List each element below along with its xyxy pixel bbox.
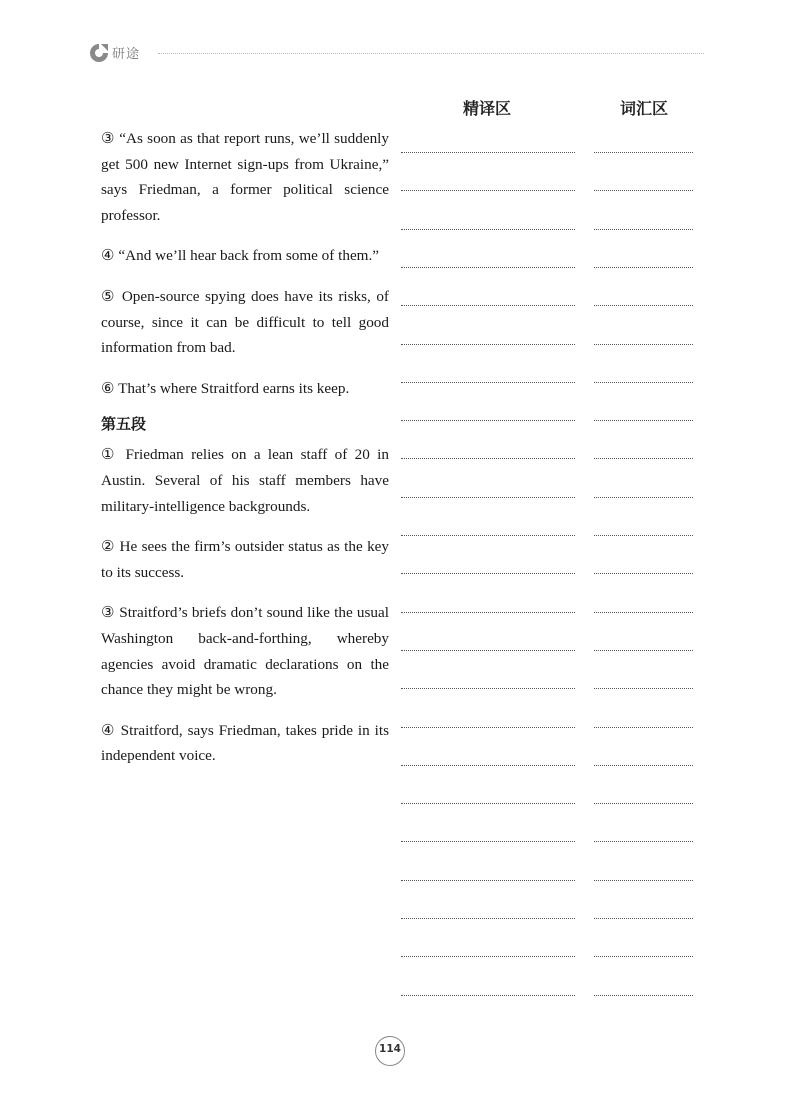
swirl-logo-icon [88,42,110,64]
paragraph-5-2: ② He sees the firm’s outsider status as the key to its success. [101,538,389,581]
page-header [88,40,704,66]
source-text-column [101,126,389,784]
vocabulary-line [594,956,693,957]
vocabulary-line [594,382,693,383]
translation-line [401,880,575,881]
translation-line [401,420,575,421]
translation-line [401,190,575,191]
translation-line [401,382,575,383]
translation-line [401,229,575,230]
vocabulary-line [594,880,693,881]
vocabulary-line [594,535,693,536]
paragraph-4-4: ④ “And we’ll hear back from some of them.” [101,247,380,265]
page-number: 114 [379,1043,401,1055]
vocabulary-line [594,497,693,498]
vocabulary-line [594,765,693,766]
translation-line [401,995,575,996]
translation-line [401,956,575,957]
translation-line [401,650,575,651]
translation-column-header: 精译区 [463,99,512,118]
vocabulary-line [594,612,693,613]
translation-line [401,497,575,498]
header-rule [158,53,704,54]
vocabulary-line [594,229,693,230]
translation-line [401,765,575,766]
translation-line [401,612,575,613]
vocabulary-line [594,420,693,421]
page-number-badge [375,1036,405,1066]
vocabulary-line [594,190,693,191]
translation-line [401,573,575,574]
translation-line [401,688,575,689]
vocabulary-column-header: 词汇区 [620,99,669,118]
vocabulary-line [594,152,693,153]
paragraph-5-1: ① Friedman relies on a lean staff of 20 in Austin. Several of his staff members have military-intelligence backgrounds. [101,446,389,515]
translation-line [401,344,575,345]
translation-line [401,535,575,536]
vocabulary-line [594,650,693,651]
translation-line [401,458,575,459]
vocabulary-line [594,344,693,345]
paragraph-4-5: ⑤ Open-source spying does have its risks, of course, since it can be difficult to tell good information from bad. [101,287,389,357]
translation-line [401,841,575,842]
brand-name: 研途 [112,47,141,62]
paragraph-4-3: ③ “As soon as that report runs, we’ll suddenly get 500 new Internet sign-ups from Ukraine,” says Friedman, a former political science professor. [101,130,389,224]
translation-line [401,727,575,728]
translation-line [401,267,575,268]
vocabulary-line [594,727,693,728]
paragraph-5-4: ④ Straitford, says Friedman, takes pride in its independent voice. [101,721,389,765]
section-title: 第五段 [101,415,147,434]
paragraph-4-6: ⑥ That’s where Straitford earns its keep. [101,379,350,397]
vocabulary-line [594,688,693,689]
vocabulary-line [594,803,693,804]
vocabulary-line [594,995,693,996]
vocabulary-line [594,918,693,919]
translation-line [401,918,575,919]
translation-line [401,803,575,804]
translation-line [401,305,575,306]
vocabulary-line [594,841,693,842]
translation-line [401,152,575,153]
vocabulary-line [594,458,693,459]
paragraph-5-3: ③ Straitford’s briefs don’t sound like the usual Washington back-and-forthing, whereby agencies avoid dramatic declarations on the chance they might be wrong. [101,604,389,699]
vocabulary-line [594,267,693,268]
vocabulary-line [594,573,693,574]
vocabulary-line [594,305,693,306]
